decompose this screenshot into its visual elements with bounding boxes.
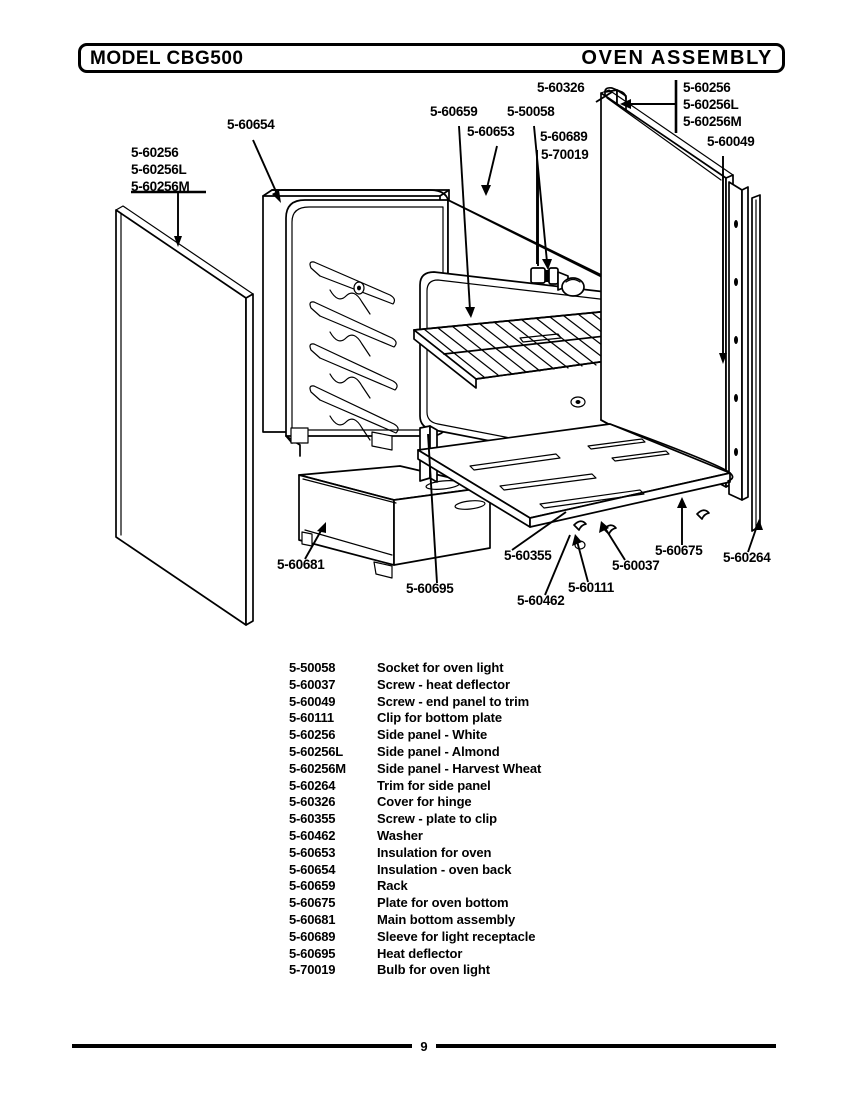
callout-5-60654: 5-60654 (227, 117, 275, 132)
part-description: Heat deflector (377, 945, 463, 961)
part-description: Trim for side panel (377, 777, 491, 793)
callout-5-60264: 5-60264 (723, 550, 771, 565)
callout-5-60256-left-line1: 5-60256 (131, 145, 179, 160)
assembly-title: OVEN ASSEMBLY (581, 47, 773, 69)
part-number: 5-60653 (289, 844, 336, 860)
parts-list-row (289, 862, 709, 879)
part-description: Side panel - Almond (377, 743, 500, 759)
callout-5-60256-right-line1: 5-60256 (683, 80, 731, 95)
part-number: 5-60326 (289, 794, 336, 810)
part-description: Plate for oven bottom (377, 895, 509, 911)
parts-list-row (289, 744, 709, 761)
parts-list-row (289, 727, 709, 744)
page-footer (0, 1035, 848, 1057)
part-number: 5-60264 (289, 777, 336, 793)
part-side-panel-trim (752, 195, 760, 531)
parts-list-row (289, 794, 709, 811)
part-description: Insulation for oven (377, 844, 492, 860)
part-number: 5-60462 (289, 827, 336, 843)
callout-5-60462: 5-60462 (517, 593, 565, 608)
callout-5-60256-left-line3: 5-60256M (131, 179, 190, 194)
callout-5-60256-left-line2: 5-60256L (131, 162, 187, 177)
part-description: Screw - plate to clip (377, 811, 497, 827)
part-description: Screw - heat deflector (377, 676, 510, 692)
part-number: 5-60256 (289, 727, 336, 743)
part-description: Side panel - White (377, 727, 488, 743)
parts-list-row (289, 694, 709, 711)
part-number: 5-60037 (289, 676, 336, 692)
parts-list-row (289, 778, 709, 795)
parts-list-row (289, 828, 709, 845)
callout-5-60256-right-line3: 5-60256M (683, 114, 742, 129)
parts-list-row (289, 845, 709, 862)
part-number: 5-60659 (289, 878, 336, 894)
part-number: 5-60049 (289, 693, 336, 709)
footer-rule-left (72, 1044, 412, 1048)
callout-5-60111: 5-60111 (568, 580, 614, 595)
parts-list-row (289, 811, 709, 828)
part-end-panel-screw-strip (729, 182, 748, 500)
part-description: Washer (377, 827, 423, 843)
part-description: Main bottom assembly (377, 911, 516, 927)
callout-5-60037: 5-60037 (612, 558, 660, 573)
parts-list-row (289, 929, 709, 946)
part-description: Clip for bottom plate (377, 710, 502, 726)
part-description: Rack (377, 878, 408, 894)
parts-list-row (289, 710, 709, 727)
part-description: Screw - end panel to trim (377, 693, 530, 709)
part-description: Socket for oven light (377, 660, 504, 675)
part-description: Insulation - oven back (377, 861, 512, 877)
part-left-side-panel (116, 206, 253, 625)
callout-5-60675: 5-60675 (655, 543, 703, 558)
part-number: 5-60355 (289, 811, 336, 827)
part-number: 5-50058 (289, 660, 336, 675)
part-number: 5-70019 (289, 962, 336, 978)
callout-5-60689: 5-60689 (540, 129, 588, 144)
page-number: 9 (420, 1038, 428, 1054)
part-number: 5-60654 (289, 861, 336, 877)
parts-list-row (289, 761, 709, 778)
parts-list-row (289, 677, 709, 694)
callout-5-60326: 5-60326 (537, 80, 585, 95)
callout-5-60695: 5-60695 (406, 581, 454, 596)
callout-5-60653: 5-60653 (467, 124, 515, 139)
part-number: 5-60111 (289, 710, 334, 726)
callout-5-60355: 5-60355 (504, 548, 552, 563)
part-description: Sleeve for light receptacle (377, 928, 536, 944)
callout-5-60256-right-line2: 5-60256L (683, 97, 739, 112)
callout-5-60049: 5-60049 (707, 134, 755, 149)
callout-5-50058: 5-50058 (507, 104, 555, 119)
part-number: 5-60681 (289, 911, 336, 927)
parts-list-row (289, 660, 709, 677)
part-number: 5-60256M (289, 760, 346, 776)
part-number: 5-60256L (289, 743, 344, 759)
part-number: 5-60675 (289, 895, 336, 911)
callout-5-60659: 5-60659 (430, 104, 478, 119)
parts-list-row (289, 878, 709, 895)
part-number: 5-60689 (289, 928, 336, 944)
parts-list-row (289, 962, 709, 979)
part-number: 5-60695 (289, 945, 336, 961)
part-description: Cover for hinge (377, 794, 472, 810)
model-label: MODEL CBG500 (90, 47, 244, 69)
parts-list-row (289, 946, 709, 963)
part-description: Side panel - Harvest Wheat (377, 760, 542, 776)
footer-rule-right (436, 1044, 776, 1048)
callout-5-60681: 5-60681 (277, 557, 325, 572)
parts-list-row (289, 912, 709, 929)
parts-list-row (289, 895, 709, 912)
parts-list (289, 660, 709, 979)
part-description: Bulb for oven light (377, 962, 490, 978)
callout-5-70019: 5-70019 (541, 147, 589, 162)
